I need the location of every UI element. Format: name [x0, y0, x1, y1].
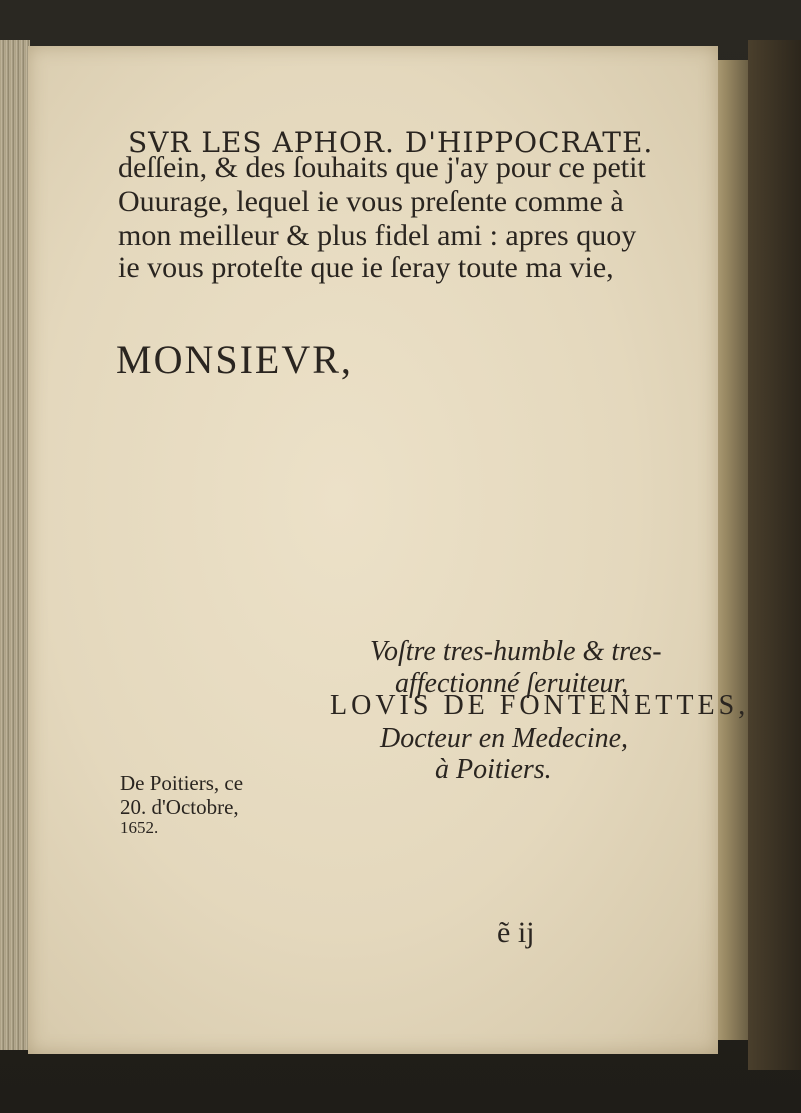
signature-name: LOVIS DE FONTENETTES, — [330, 690, 750, 721]
place-date-line: 20. d'Octobre, — [120, 795, 239, 819]
body-line: Ouurage, lequel ie vous preſente comme à — [118, 185, 624, 218]
signature-line: affectionné ſeruiteur, — [395, 668, 629, 699]
left-page-edges — [0, 40, 30, 1050]
book-edge-shadow — [748, 40, 801, 1070]
signature-mark: ẽ ij — [497, 916, 535, 949]
signature-line: Voſtre tres-humble & tres- — [370, 636, 662, 667]
running-head: SVR LES APHOR. D'HIPPOCRATE. — [128, 126, 654, 159]
body-line: mon meilleur & plus fidel ami : apres quoy — [118, 219, 637, 252]
place-date-year: 1652. — [120, 818, 159, 837]
salutation: MONSIEVR, — [116, 337, 353, 382]
place-date-line: De Poitiers, ce — [120, 771, 244, 795]
body-line: deſſein, & des ſouhaits que j'ay pour ce petit — [118, 151, 646, 184]
signature-city: à Poitiers. — [435, 754, 552, 785]
body-line: ie vous proteſte que ie ſeray toute ma vie, — [118, 251, 614, 284]
signature-title: Docteur en Medecine, — [380, 723, 628, 754]
